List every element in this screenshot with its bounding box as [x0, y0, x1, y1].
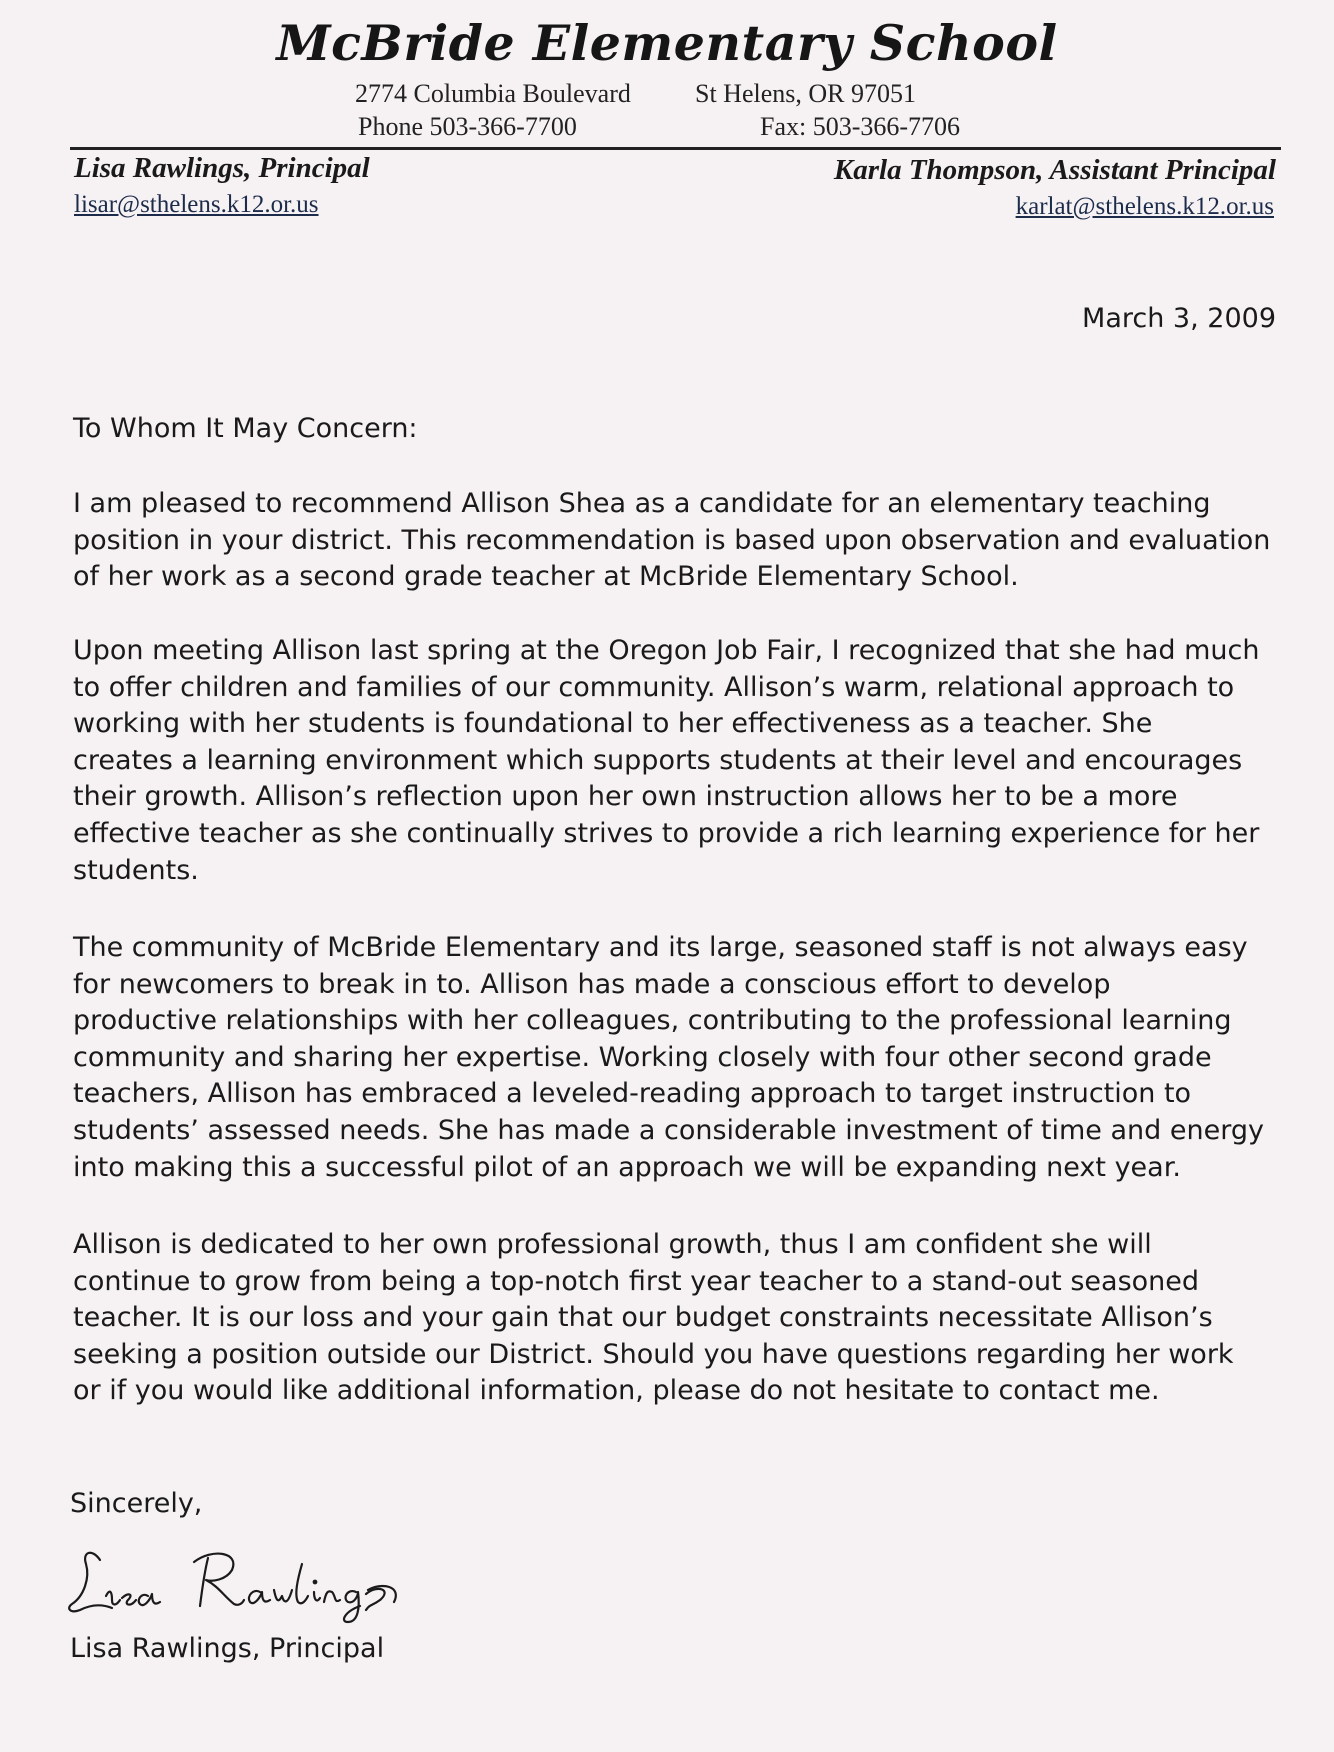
- assistant-principal-name: Karla Thompson, Assistant Principal: [833, 154, 1276, 186]
- paragraph-line: Allison is dedicated to her own professional growth, thus I am confident she will: [73, 1229, 1152, 1260]
- paragraph-line: working with her students is foundational to her effectiveness as a teacher. She: [73, 708, 1153, 740]
- paragraph-line: or if you would like additional information, please do not hesitate to contact me.: [73, 1375, 1160, 1407]
- paragraph-line: students.: [73, 854, 199, 886]
- paragraph-line: teacher. It is our loss and your gain that our budget constraints necessitate Allison’s: [73, 1302, 1213, 1334]
- school-address: 2774 Columbia Boulevard: [355, 79, 631, 108]
- paragraph-3: [73, 930, 1273, 1186]
- school-city: St Helens, OR 97051: [695, 79, 916, 108]
- principal-email-link[interactable]: lisar@sthelens.k12.or.us: [74, 191, 319, 218]
- signer-name: Lisa Rawlings, Principal: [70, 1633, 385, 1664]
- paragraph-line: effective teacher as she continually strives to provide a rich learning experience for her: [73, 817, 1260, 849]
- paragraph-line: I am pleased to recommend Allison Shea as a candidate for an elementary teaching: [73, 488, 1211, 519]
- assistant-principal-email-link[interactable]: karlat@sthelens.k12.or.us: [1015, 193, 1274, 220]
- paragraph-1: [73, 486, 1273, 596]
- paragraph-line: productive relationships with her colleagues, contributing to the professional learning: [73, 1005, 1232, 1037]
- school-fax: Fax: 503-366-7706: [760, 112, 961, 141]
- school-name: McBride Elementary School: [276, 14, 1058, 72]
- paragraph-line: Upon meeting Allison last spring at the Oregon Job Fair, I recognized that she had much: [73, 635, 1260, 666]
- paragraph-line: seeking a position outside our District. Should you have questions regarding her work: [73, 1338, 1234, 1370]
- letter-date: March 3, 2009: [1082, 303, 1276, 334]
- paragraph-line: teachers, Allison has embraced a leveled-reading approach to target instruction to: [73, 1078, 1192, 1110]
- paragraph-line: of her work as a second grade teacher at McBride Elementary School.: [73, 561, 1019, 593]
- handwritten-signature: [62, 1534, 422, 1624]
- paragraph-2: [73, 633, 1273, 889]
- paragraph-line: to offer children and families of our community. Allison’s warm, relational approach to: [73, 671, 1235, 703]
- paragraph-line: continue to grow from being a top-notch first year teacher to a stand-out seasoned: [73, 1265, 1200, 1297]
- paragraph-line: students’ assessed needs. She has made a considerable investment of time and energy: [73, 1114, 1264, 1146]
- letterhead-divider: [70, 147, 1281, 150]
- paragraph-line: The community of McBride Elementary and its large, seasoned staff is not always easy: [73, 932, 1248, 963]
- paragraph-4: [73, 1227, 1273, 1410]
- paragraph-line: their growth. Allison’s reflection upon her own instruction allows her to be a more: [73, 781, 1178, 813]
- school-phone: Phone 503-366-7700: [358, 112, 577, 141]
- closing: Sincerely,: [70, 1488, 203, 1519]
- principal-name: Lisa Rawlings, Principal: [74, 152, 370, 184]
- paragraph-line: for newcomers to break in to. Allison has made a conscious effort to develop: [73, 968, 1111, 1000]
- paragraph-line: into making this a successful pilot of an approach we will be expanding next year.: [73, 1151, 1181, 1183]
- paragraph-line: creates a learning environment which supports students at their level and encourages: [73, 744, 1243, 776]
- salutation: To Whom It May Concern:: [73, 413, 418, 444]
- paragraph-line: community and sharing her expertise. Working closely with four other second grade: [73, 1041, 1212, 1073]
- paragraph-line: position in your district. This recommendation is based upon observation and evaluation: [73, 524, 1271, 556]
